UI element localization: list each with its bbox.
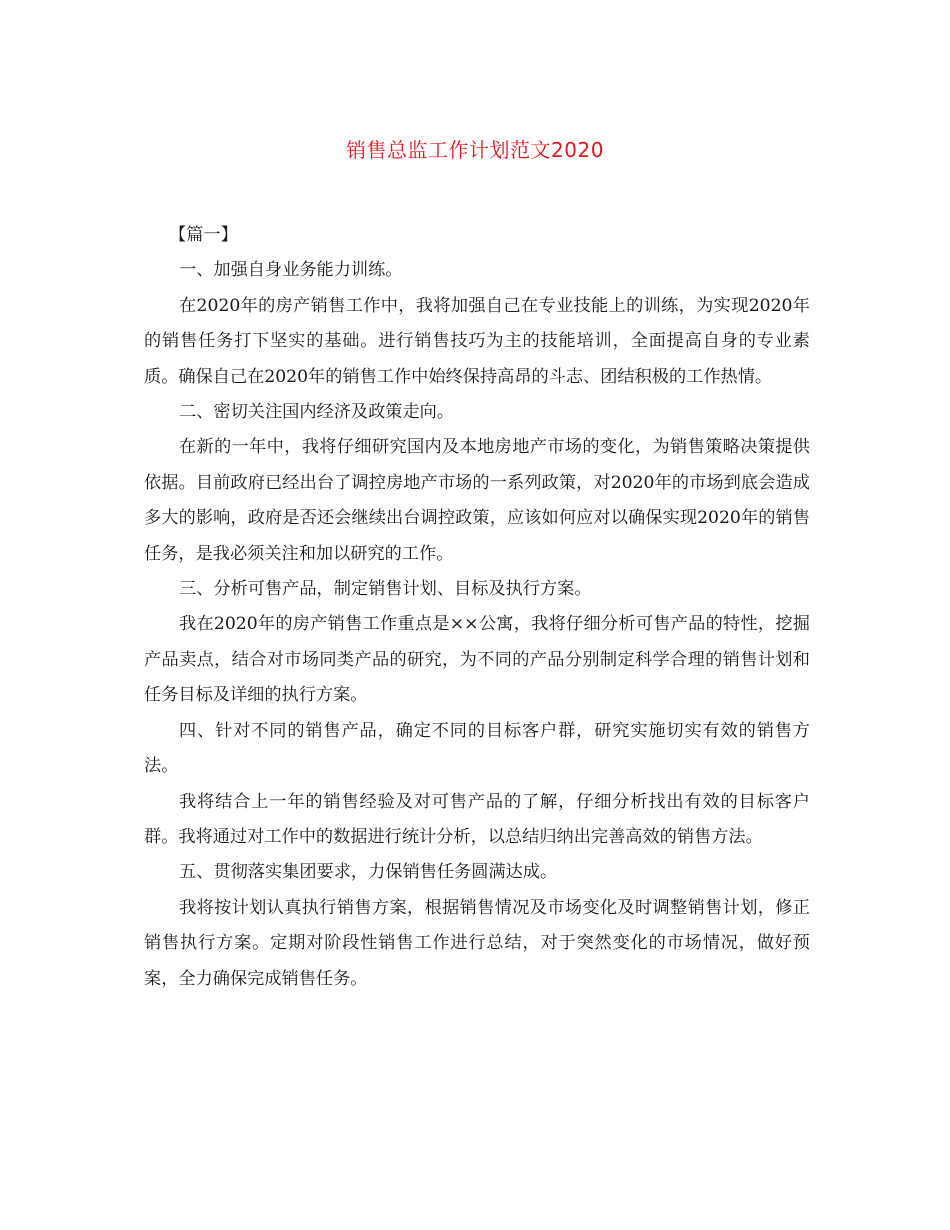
heading-5: 五、贯彻落实集团要求，力保销售任务圆满达成。 [179,862,558,883]
paragraph-3: 我在2020年的房产销售工作重点是××公寓，我将仔细分析可售产品的特性，挖掘产品卖点，结合对市场同类产品的研究，为不同的产品分别制定科学合理的销售计划和任务目标及详细的执行方案。 [144,614,810,706]
paragraph-4: 我将结合上一年的销售经验及对可售产品的了解，仔细分析找出有效的目标客户群。我将通过对工作中的数据进行统计分析，以总结归纳出完善高效的销售方法。 [144,791,810,847]
document-title: 销售总监工作计划范文2020 [346,138,604,162]
heading-3: 三、分析可售产品，制定销售计划、目标及执行方案。 [179,579,592,600]
section-label: 【篇一】 [169,225,238,245]
heading-1: 一、加强自身业务能力训练。 [179,260,403,281]
document-body [144,218,810,997]
heading-2: 二、密切关注国内经济及政策走向。 [179,402,455,423]
heading-4: 四、针对不同的销售产品，确定不同的目标客户群，研究实施切实有效的销售方法。 [144,720,810,777]
paragraph-5: 我将按计划认真执行销售方案，根据销售情况及市场变化及时调整销售计划，修正销售执行方案。定期对阶段性销售工作进行总结，对于突然变化的市场情况，做好预案，全力确保完成销售任务。 [144,897,810,989]
paragraph-1: 在2020年的房产销售工作中，我将加强自己在专业技能上的训练，为实现2020年的销售任务打下坚实的基础。进行销售技巧为主的技能培训，全面提高自身的专业素质。确保自己在2020年的销售工作中始终保持高昂的斗志、团结积极的工作热情。 [144,295,810,387]
paragraph-2: 在新的一年中，我将仔细研究国内及本地房地产市场的变化，为销售策略决策提供依据。目前政府已经出台了调控房地产市场的一系列政策，对2020年的市场到底会造成多大的影响，政府是否还会继续出台调控政策，应该如何应对以确保实现2020年的销售任务，是我必须关注和加以研究的工作。 [144,437,810,564]
